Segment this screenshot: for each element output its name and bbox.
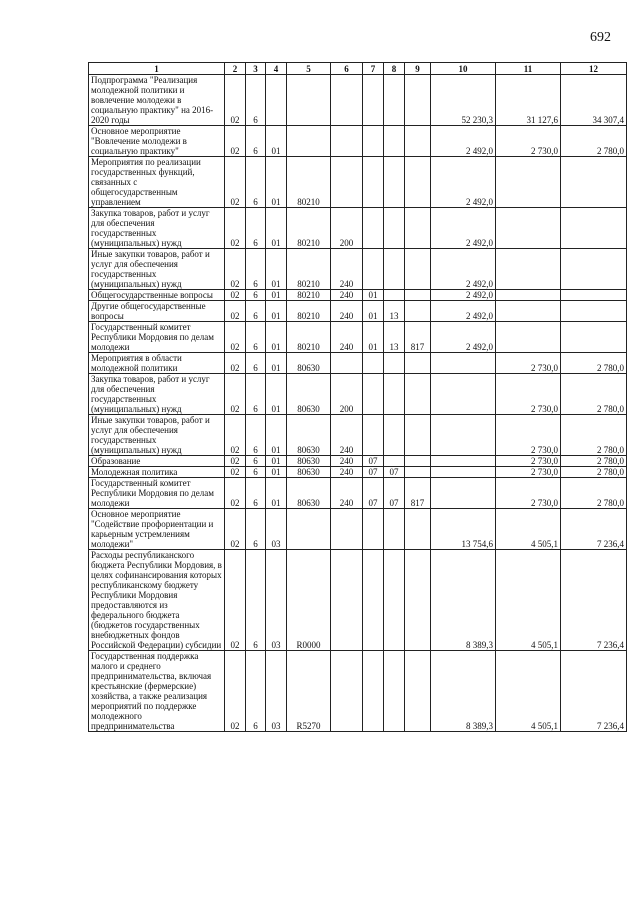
cell-col-9 (405, 509, 431, 550)
cell-col-11: 2 730,0 (496, 353, 561, 374)
column-header: 9 (405, 63, 431, 75)
cell-col-2: 02 (225, 75, 246, 126)
cell-col-6: 240 (331, 456, 363, 467)
cell-col-6 (331, 75, 363, 126)
cell-col-2: 02 (225, 290, 246, 301)
cell-col-6: 240 (331, 290, 363, 301)
cell-col-4: 01 (266, 301, 287, 322)
cell-col-9 (405, 208, 431, 249)
table-row (89, 456, 627, 467)
cell-col-8 (384, 353, 405, 374)
row-name-cell: Мероприятия по реализации государственных функций, связанных с общегосударственным управлением (89, 157, 225, 208)
cell-col-7 (363, 374, 384, 415)
cell-col-4: 01 (266, 467, 287, 478)
cell-col-3: 6 (246, 157, 266, 208)
cell-col-9: 817 (405, 322, 431, 353)
cell-col-3: 6 (246, 353, 266, 374)
column-header: 12 (561, 63, 627, 75)
column-header: 3 (246, 63, 266, 75)
cell-col-5: 80630 (287, 478, 331, 509)
cell-col-7 (363, 353, 384, 374)
cell-col-3: 6 (246, 208, 266, 249)
cell-col-9 (405, 467, 431, 478)
table-row (89, 651, 627, 732)
cell-col-10: 13 754,6 (431, 509, 496, 550)
cell-col-9 (405, 353, 431, 374)
row-name-cell: Закупка товаров, работ и услуг для обеспечения государственных (муниципальных) нужд (89, 208, 225, 249)
cell-col-3: 6 (246, 415, 266, 456)
cell-col-10 (431, 415, 496, 456)
row-name-cell: Образование (89, 456, 225, 467)
row-name-cell: Государственная поддержка малого и среднего предпринимательства, включая крестьянские (фермерские) хозяйства, а также реализация мероприятий по поддержке молодежного предпринимательства (89, 651, 225, 732)
cell-col-8 (384, 290, 405, 301)
cell-col-6: 240 (331, 415, 363, 456)
cell-col-12: 2 780,0 (561, 467, 627, 478)
cell-col-7: 07 (363, 478, 384, 509)
cell-col-4: 01 (266, 249, 287, 290)
cell-col-9 (405, 550, 431, 651)
cell-col-8 (384, 126, 405, 157)
cell-col-8 (384, 157, 405, 208)
cell-col-2: 02 (225, 157, 246, 208)
cell-col-2: 02 (225, 301, 246, 322)
row-name-cell: Основное мероприятие "Содействие профориентации и карьерным устремлениям молодежи" (89, 509, 225, 550)
table-row (89, 415, 627, 456)
cell-col-4: 01 (266, 456, 287, 467)
cell-col-9 (405, 456, 431, 467)
cell-col-4: 03 (266, 509, 287, 550)
cell-col-7 (363, 157, 384, 208)
cell-col-2: 02 (225, 374, 246, 415)
cell-col-7 (363, 415, 384, 456)
cell-col-5: 80210 (287, 322, 331, 353)
cell-col-7: 01 (363, 301, 384, 322)
cell-col-11 (496, 290, 561, 301)
cell-col-8 (384, 249, 405, 290)
cell-col-8: 07 (384, 478, 405, 509)
cell-col-6 (331, 126, 363, 157)
cell-col-5: 80630 (287, 353, 331, 374)
table-row (89, 75, 627, 126)
cell-col-4: 01 (266, 290, 287, 301)
cell-col-8 (384, 456, 405, 467)
cell-col-11 (496, 301, 561, 322)
row-name-cell: Государственный комитет Республики Мордовия по делам молодежи (89, 322, 225, 353)
cell-col-9 (405, 415, 431, 456)
cell-col-11: 2 730,0 (496, 456, 561, 467)
cell-col-9 (405, 651, 431, 732)
cell-col-4: 01 (266, 157, 287, 208)
column-header: 11 (496, 63, 561, 75)
cell-col-3: 6 (246, 301, 266, 322)
cell-col-4: 01 (266, 353, 287, 374)
cell-col-9 (405, 374, 431, 415)
cell-col-7: 01 (363, 322, 384, 353)
cell-col-2: 02 (225, 322, 246, 353)
cell-col-8: 13 (384, 301, 405, 322)
cell-col-11: 2 730,0 (496, 467, 561, 478)
cell-col-7 (363, 75, 384, 126)
cell-col-11: 4 505,1 (496, 651, 561, 732)
column-header: 6 (331, 63, 363, 75)
cell-col-3: 6 (246, 456, 266, 467)
cell-col-11: 4 505,1 (496, 509, 561, 550)
cell-col-4: 03 (266, 550, 287, 651)
cell-col-6: 240 (331, 467, 363, 478)
cell-col-6: 240 (331, 478, 363, 509)
cell-col-8 (384, 509, 405, 550)
cell-col-7: 01 (363, 290, 384, 301)
table-row (89, 509, 627, 550)
row-name-cell: Другие общегосударственные вопросы (89, 301, 225, 322)
table-row (89, 322, 627, 353)
cell-col-10: 2 492,0 (431, 208, 496, 249)
cell-col-5: 80630 (287, 374, 331, 415)
cell-col-5: R0000 (287, 550, 331, 651)
cell-col-6: 240 (331, 322, 363, 353)
cell-col-11: 2 730,0 (496, 415, 561, 456)
cell-col-7 (363, 509, 384, 550)
row-name-cell: Закупка товаров, работ и услуг для обеспечения государственных (муниципальных) нужд (89, 374, 225, 415)
column-header: 7 (363, 63, 384, 75)
cell-col-12 (561, 322, 627, 353)
column-header: 4 (266, 63, 287, 75)
table-row (89, 467, 627, 478)
table-row (89, 157, 627, 208)
table-row (89, 301, 627, 322)
cell-col-12: 2 780,0 (561, 353, 627, 374)
cell-col-2: 02 (225, 478, 246, 509)
cell-col-10: 52 230,3 (431, 75, 496, 126)
cell-col-11: 2 730,0 (496, 374, 561, 415)
cell-col-2: 02 (225, 126, 246, 157)
row-name-cell: Общегосударственные вопросы (89, 290, 225, 301)
cell-col-5: 80210 (287, 208, 331, 249)
cell-col-12 (561, 157, 627, 208)
cell-col-7: 07 (363, 456, 384, 467)
cell-col-10: 2 492,0 (431, 322, 496, 353)
cell-col-7 (363, 550, 384, 651)
cell-col-8 (384, 550, 405, 651)
cell-col-11 (496, 249, 561, 290)
cell-col-3: 6 (246, 467, 266, 478)
cell-col-5: 80630 (287, 415, 331, 456)
cell-col-4 (266, 75, 287, 126)
cell-col-12 (561, 301, 627, 322)
cell-col-7 (363, 249, 384, 290)
cell-col-8 (384, 374, 405, 415)
cell-col-2: 02 (225, 249, 246, 290)
table-row (89, 550, 627, 651)
table-body (89, 75, 627, 732)
cell-col-10 (431, 374, 496, 415)
cell-col-10 (431, 467, 496, 478)
cell-col-5: 80210 (287, 249, 331, 290)
cell-col-11 (496, 322, 561, 353)
cell-col-11 (496, 157, 561, 208)
cell-col-3: 6 (246, 374, 266, 415)
cell-col-3: 6 (246, 509, 266, 550)
column-header: 1 (89, 63, 225, 75)
cell-col-3: 6 (246, 126, 266, 157)
cell-col-9 (405, 157, 431, 208)
cell-col-11: 4 505,1 (496, 550, 561, 651)
table-row (89, 249, 627, 290)
cell-col-8 (384, 651, 405, 732)
cell-col-9 (405, 290, 431, 301)
cell-col-12: 2 780,0 (561, 456, 627, 467)
cell-col-6 (331, 509, 363, 550)
cell-col-6: 240 (331, 249, 363, 290)
cell-col-9: 817 (405, 478, 431, 509)
cell-col-3: 6 (246, 75, 266, 126)
table-row (89, 353, 627, 374)
cell-col-10: 2 492,0 (431, 290, 496, 301)
cell-col-6 (331, 651, 363, 732)
cell-col-4: 01 (266, 415, 287, 456)
cell-col-11: 2 730,0 (496, 478, 561, 509)
row-name-cell: Иные закупки товаров, работ и услуг для обеспечения государственных (муниципальных) нужд (89, 249, 225, 290)
cell-col-8 (384, 75, 405, 126)
column-header: 2 (225, 63, 246, 75)
table-row (89, 208, 627, 249)
cell-col-12 (561, 249, 627, 290)
cell-col-9 (405, 301, 431, 322)
cell-col-12: 34 307,4 (561, 75, 627, 126)
cell-col-11: 2 730,0 (496, 126, 561, 157)
row-name-cell: Иные закупки товаров, работ и услуг для обеспечения государственных (муниципальных) нужд (89, 415, 225, 456)
cell-col-12: 2 780,0 (561, 126, 627, 157)
row-name-cell: Основное мероприятие "Вовлечение молодежи в социальную практику" (89, 126, 225, 157)
cell-col-7 (363, 126, 384, 157)
cell-col-7 (363, 651, 384, 732)
cell-col-12: 2 780,0 (561, 478, 627, 509)
cell-col-10: 2 492,0 (431, 157, 496, 208)
cell-col-2: 02 (225, 456, 246, 467)
table-header-row (89, 63, 627, 75)
cell-col-8: 07 (384, 467, 405, 478)
cell-col-6 (331, 157, 363, 208)
cell-col-2: 02 (225, 208, 246, 249)
cell-col-6 (331, 550, 363, 651)
cell-col-3: 6 (246, 478, 266, 509)
cell-col-10: 8 389,3 (431, 550, 496, 651)
cell-col-12: 7 236,4 (561, 651, 627, 732)
cell-col-5: 80210 (287, 157, 331, 208)
cell-col-4: 03 (266, 651, 287, 732)
cell-col-9 (405, 249, 431, 290)
cell-col-7 (363, 208, 384, 249)
cell-col-12: 2 780,0 (561, 415, 627, 456)
cell-col-12 (561, 290, 627, 301)
cell-col-5: 80630 (287, 467, 331, 478)
cell-col-2: 02 (225, 651, 246, 732)
cell-col-5 (287, 126, 331, 157)
table-row (89, 374, 627, 415)
cell-col-3: 6 (246, 550, 266, 651)
cell-col-6: 200 (331, 208, 363, 249)
table-row (89, 478, 627, 509)
cell-col-10: 2 492,0 (431, 301, 496, 322)
cell-col-2: 02 (225, 550, 246, 651)
cell-col-4: 01 (266, 126, 287, 157)
cell-col-6 (331, 353, 363, 374)
cell-col-3: 6 (246, 651, 266, 732)
cell-col-4: 01 (266, 208, 287, 249)
cell-col-10 (431, 353, 496, 374)
cell-col-10: 2 492,0 (431, 249, 496, 290)
cell-col-5: 80210 (287, 301, 331, 322)
cell-col-4: 01 (266, 322, 287, 353)
cell-col-5 (287, 509, 331, 550)
cell-col-6: 240 (331, 301, 363, 322)
cell-col-12 (561, 208, 627, 249)
table-row (89, 290, 627, 301)
cell-col-10 (431, 456, 496, 467)
cell-col-12: 7 236,4 (561, 550, 627, 651)
row-name-cell: Молодежная политика (89, 467, 225, 478)
cell-col-8: 13 (384, 322, 405, 353)
row-name-cell: Мероприятия в области молодежной политики (89, 353, 225, 374)
column-header: 5 (287, 63, 331, 75)
cell-col-5: 80210 (287, 290, 331, 301)
cell-col-11: 31 127,6 (496, 75, 561, 126)
cell-col-2: 02 (225, 353, 246, 374)
budget-table (88, 62, 627, 732)
cell-col-9 (405, 75, 431, 126)
column-header: 8 (384, 63, 405, 75)
cell-col-12: 2 780,0 (561, 374, 627, 415)
cell-col-5 (287, 75, 331, 126)
cell-col-2: 02 (225, 467, 246, 478)
cell-col-11 (496, 208, 561, 249)
cell-col-5: R5270 (287, 651, 331, 732)
cell-col-3: 6 (246, 290, 266, 301)
cell-col-12: 7 236,4 (561, 509, 627, 550)
cell-col-6: 200 (331, 374, 363, 415)
cell-col-2: 02 (225, 509, 246, 550)
page-number: 692 (590, 30, 611, 45)
cell-col-8 (384, 208, 405, 249)
column-header: 10 (431, 63, 496, 75)
cell-col-8 (384, 415, 405, 456)
row-name-cell: Подпрограмма "Реализация молодежной политики и вовлечение молодежи в социальную практику" на 2016-2020 годы (89, 75, 225, 126)
cell-col-7: 07 (363, 467, 384, 478)
cell-col-4: 01 (266, 478, 287, 509)
cell-col-3: 6 (246, 249, 266, 290)
cell-col-3: 6 (246, 322, 266, 353)
cell-col-5: 80630 (287, 456, 331, 467)
cell-col-10 (431, 478, 496, 509)
table-row (89, 126, 627, 157)
cell-col-4: 01 (266, 374, 287, 415)
row-name-cell: Государственный комитет Республики Мордовия по делам молодежи (89, 478, 225, 509)
cell-col-10: 8 389,3 (431, 651, 496, 732)
cell-col-10: 2 492,0 (431, 126, 496, 157)
cell-col-2: 02 (225, 415, 246, 456)
cell-col-9 (405, 126, 431, 157)
row-name-cell: Расходы республиканского бюджета Республики Мордовия, в целях софинансирования которых республиканскому бюджету Республики Мордовия предоставляются из федерального бюджета (бюджетов государственных внебюджетных фондов Российской Федерации) субсидии (89, 550, 225, 651)
